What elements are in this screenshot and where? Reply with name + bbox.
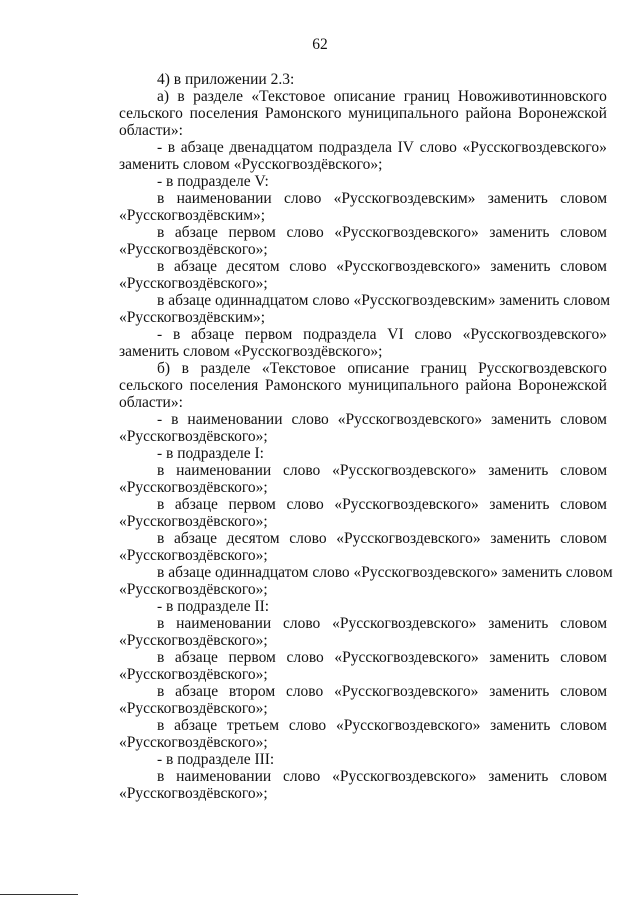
page-number: 62: [312, 36, 328, 53]
text-line: в абзаце первом слово «Русскогвоздевского» заменить словом: [157, 649, 607, 666]
text-line: «Русскогвоздёвского»;: [119, 241, 268, 258]
text-line: области»:: [119, 394, 183, 411]
text-line: «Русскогвоздёвского»;: [119, 479, 268, 496]
text-line: «Русскогвоздёвского»;: [119, 734, 268, 751]
text-line: - в подразделе III:: [157, 751, 275, 768]
text-line: «Русскогвоздёвского»;: [119, 513, 268, 530]
text-line: а) в разделе «Текстовое описание границ Новоживотинновского: [157, 88, 607, 105]
text-line: «Русскогвоздёвского»;: [119, 547, 268, 564]
text-line: «Русскогвоздёвским»;: [119, 207, 266, 224]
text-line: в наименовании слово «Русскогвоздевского» заменить словом: [157, 768, 607, 785]
text-line: в наименовании слово «Русскогвоздевского» заменить словом: [157, 615, 607, 632]
text-line: «Русскогвоздёвского»;: [119, 700, 268, 717]
text-line: в абзаце десятом слово «Русскогвоздевского» заменить словом: [157, 530, 607, 547]
text-line: в абзаце первом слово «Русскогвоздевского» заменить словом: [157, 496, 607, 513]
text-line: - в наименовании слово «Русскогвоздевского» заменить словом: [157, 411, 607, 428]
text-line: в абзаце первом слово «Русскогвоздевского» заменить словом: [157, 224, 607, 241]
text-line: «Русскогвоздёвского»;: [119, 581, 268, 598]
text-line: - в абзаце первом подраздела VI слово «Русскогвоздевского»: [157, 326, 607, 343]
text-line: области»:: [119, 122, 183, 139]
text-line: сельского поселения Рамонского муниципального района Воронежской: [119, 105, 607, 122]
text-line: - в подразделе V:: [157, 173, 269, 190]
text-line: сельского поселения Рамонского муниципального района Воронежской: [119, 377, 607, 394]
text-line: «Русскогвоздёвского»;: [119, 785, 268, 802]
text-line: в абзаце втором слово «Русскогвоздевского» заменить словом: [157, 683, 607, 700]
text-line: заменить словом «Русскогвоздёвского»;: [119, 343, 383, 360]
text-line: - в подразделе I:: [157, 445, 264, 462]
text-line: в абзаце десятом слово «Русскогвоздевского» заменить словом: [157, 258, 607, 275]
text-line: в абзаце одиннадцатом слово «Русскогвоздевским» заменить словом: [157, 292, 611, 309]
text-line: в наименовании слово «Русскогвоздевским» заменить словом: [157, 190, 607, 207]
text-line: в наименовании слово «Русскогвоздевского» заменить словом: [157, 462, 607, 479]
text-line: «Русскогвоздёвского»;: [119, 275, 268, 292]
text-line: - в подразделе II:: [157, 598, 270, 615]
text-line: б) в разделе «Текстовое описание границ Русскогвоздевского: [157, 360, 607, 377]
text-line: в абзаце третьем слово «Русскогвоздевского» заменить словом: [157, 717, 607, 734]
document-body: [119, 71, 613, 802]
text-line: «Русскогвоздёвским»;: [119, 309, 266, 326]
text-line: в абзаце одиннадцатом слово «Русскогвоздевского» заменить словом: [157, 564, 613, 581]
text-line: 4) в приложении 2.3:: [157, 71, 295, 88]
text-line: «Русскогвоздёвского»;: [119, 632, 268, 649]
text-line: «Русскогвоздёвского»;: [119, 428, 268, 445]
text-line: - в абзаце двенадцатом подраздела IV слово «Русскогвоздевского»: [157, 139, 607, 156]
text-line: «Русскогвоздёвского»;: [119, 666, 268, 683]
text-line: заменить словом «Русскогвоздёвского»;: [119, 156, 383, 173]
footer-divider: [0, 894, 78, 895]
